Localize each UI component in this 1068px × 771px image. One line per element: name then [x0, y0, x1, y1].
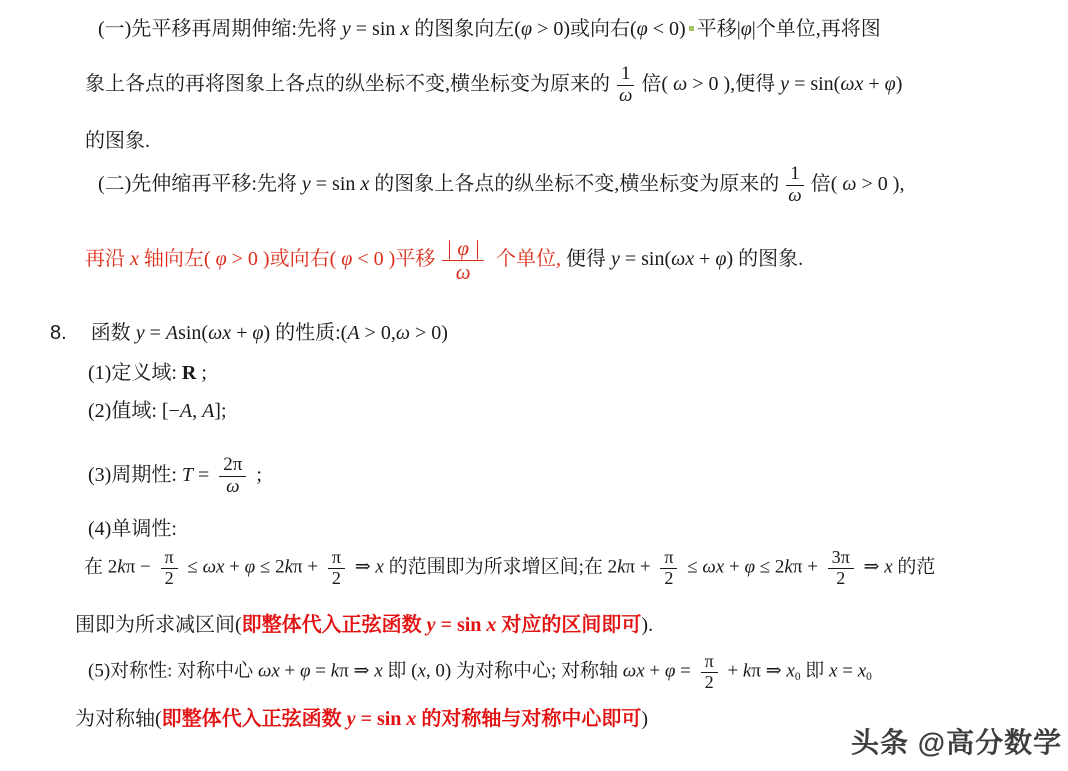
- text-run: =: [144, 322, 166, 344]
- text-run: +: [231, 322, 253, 344]
- text-run: A: [347, 322, 360, 344]
- text-run: 8.: [50, 322, 67, 344]
- property-range: [88, 398, 227, 424]
- text-run: ): [895, 72, 903, 95]
- text-run: φ: [215, 248, 227, 271]
- text-run: ωx: [671, 248, 695, 271]
- text-run: ω: [395, 322, 410, 344]
- text-run: 个单位,再将图: [755, 18, 881, 40]
- text-run: > 0 ): [856, 172, 900, 195]
- method1-line2: [85, 64, 902, 107]
- text-run: 为对称轴(: [75, 708, 162, 730]
- text-run: (二)先伸缩再平移:先将: [98, 172, 302, 195]
- text-run: x: [374, 660, 383, 682]
- text-run: x: [786, 660, 795, 682]
- text-run: y: [341, 18, 351, 40]
- text-run: ): [726, 248, 734, 271]
- text-run: y: [780, 72, 790, 95]
- text-run: T: [181, 463, 194, 486]
- text-run: 0: [866, 671, 872, 684]
- text-run: ω: [842, 172, 857, 195]
- text-run: φ: [520, 18, 533, 40]
- green-mark: [689, 26, 694, 31]
- text-run: = sin: [310, 172, 361, 195]
- text-run: 的图象.: [733, 248, 804, 271]
- text-run: (: [630, 18, 637, 40]
- text-run: x: [406, 708, 417, 730]
- text-run: 的性质:(: [270, 322, 348, 344]
- item8-heading: [50, 320, 448, 346]
- text-run: ,: [899, 172, 905, 195]
- text-run: = sin(: [619, 248, 672, 271]
- text-run: ≤ 2: [754, 556, 785, 578]
- fraction: $\frac{2\pi}{\omega}$: [219, 455, 246, 498]
- text-run: < 0): [647, 18, 686, 40]
- text-run: 2: [107, 556, 118, 578]
- text-run: (一)先平移再周期伸缩:先将: [98, 18, 342, 40]
- text-run: ,: [390, 322, 396, 344]
- text-run: 倍: [641, 72, 662, 95]
- text-run: π +: [293, 556, 323, 578]
- text-run: (: [514, 18, 521, 40]
- fraction: $\frac{\pi}{2}$: [161, 548, 178, 589]
- monotonicity-line2: [75, 612, 653, 638]
- text-run: < 0 ): [352, 248, 396, 271]
- text-run: y: [346, 708, 356, 730]
- text-run: +: [694, 248, 716, 271]
- text-run: > 0: [359, 322, 391, 344]
- text-run: y: [426, 614, 436, 636]
- text-run: =: [837, 660, 858, 682]
- text-run: = sin: [355, 708, 407, 730]
- text-run: (3)周期性:: [88, 463, 182, 486]
- property-monotonicity-label: [88, 516, 177, 542]
- text-run: π ⇒: [339, 660, 375, 682]
- text-run: , 0): [425, 660, 452, 682]
- text-run: = sin: [435, 614, 487, 636]
- text-run: φ: [636, 18, 648, 40]
- text-run: ): [441, 322, 448, 344]
- symmetry-line2: [75, 706, 648, 732]
- text-run: k: [784, 556, 793, 578]
- text-run: ,便得: [730, 72, 781, 95]
- text-run: 即: [800, 660, 830, 682]
- text-run: 2: [607, 556, 618, 578]
- text-run: y: [610, 248, 620, 271]
- text-run: > 0 ): [687, 72, 731, 95]
- text-run: (: [411, 660, 418, 682]
- text-run: φ: [884, 72, 896, 95]
- fraction: $\frac{1}{\omega}$: [615, 64, 636, 107]
- text-run: A: [179, 400, 193, 422]
- text-run: =: [310, 660, 331, 682]
- text-run: |: [736, 18, 741, 40]
- text-run: ωx: [202, 556, 225, 578]
- text-run: (: [661, 72, 674, 95]
- text-run: =: [675, 660, 696, 682]
- text-run: ]: [214, 400, 221, 422]
- text-run: (: [830, 172, 843, 195]
- text-run: 的范: [892, 556, 936, 578]
- text-run: +: [863, 72, 885, 95]
- text-run: ≤ 2: [255, 556, 285, 578]
- text-run: φ: [252, 322, 264, 344]
- text-run: φ: [740, 18, 752, 40]
- text-run: φ: [300, 660, 311, 682]
- text-run: ≤: [182, 556, 203, 578]
- text-run: k: [330, 660, 340, 682]
- text-run: = sin(: [789, 72, 841, 95]
- text-run: 的图象向左: [409, 18, 515, 40]
- method1-line3: [85, 128, 150, 154]
- text-run: x: [400, 18, 410, 40]
- text-run: ;: [220, 400, 227, 422]
- text-run: ≤: [682, 556, 703, 578]
- text-run: 的对称轴与对称中心即可: [416, 708, 642, 730]
- text-run: ωx: [702, 556, 725, 578]
- text-run: +: [644, 660, 665, 682]
- text-run: ;: [251, 463, 262, 486]
- fraction: $\frac{3\pi}{2}$: [828, 548, 854, 589]
- text-run: x: [417, 660, 426, 682]
- text-run: ωx: [840, 72, 864, 95]
- watermark-toutiao: 头条 @高分数学: [851, 727, 1063, 758]
- text-run: k: [617, 556, 626, 578]
- property-period: [88, 455, 262, 498]
- text-run: ωx: [208, 322, 232, 344]
- text-run: +: [724, 556, 745, 578]
- text-run: 即整体代入正弦函数: [241, 614, 427, 636]
- text-run: φ: [744, 556, 755, 578]
- text-run: (2)值域:: [88, 400, 162, 422]
- text-run: 再沿: [85, 248, 130, 271]
- text-run: [−: [161, 400, 180, 422]
- text-run: 的图象上各点的纵坐标不变,横坐标变为原来的: [369, 172, 780, 195]
- text-run: x: [884, 556, 893, 578]
- text-run: π +: [792, 556, 823, 578]
- text-run: 在: [84, 556, 108, 578]
- text-run: x: [360, 172, 370, 195]
- text-run: ): [641, 708, 649, 730]
- text-run: 平移: [696, 18, 737, 40]
- text-run: 便得: [560, 248, 611, 271]
- text-run: y: [135, 322, 145, 344]
- text-run: = sin: [350, 18, 401, 40]
- text-run: 象上各点的再将图象上各点的纵坐标不变,横坐标变为原来的: [85, 72, 610, 95]
- text-run: 围即为所求减区间(: [75, 614, 242, 636]
- text-run: 对应的区间即可: [496, 614, 642, 636]
- fraction: $\frac{\pi}{2}$: [328, 548, 345, 589]
- text-run: 的图象.: [85, 130, 150, 152]
- text-run: k: [117, 556, 126, 578]
- text-run: ,: [192, 400, 203, 422]
- fraction: $\frac{\pi}{2}$: [660, 548, 677, 589]
- text-run: k: [742, 660, 752, 682]
- text-run: π +: [625, 556, 656, 578]
- text-run: +: [279, 660, 301, 682]
- text-run: y: [301, 172, 311, 195]
- text-run: φ: [341, 248, 353, 271]
- monotonicity-line1: [84, 548, 935, 589]
- text-run: 函数: [90, 322, 136, 344]
- text-run: 即整体代入正弦函数: [161, 708, 347, 730]
- text-run: > 0 ): [226, 248, 270, 271]
- text-run: 的范围即为所求增区间;在: [383, 556, 608, 578]
- property-domain: [88, 360, 207, 386]
- text-run: 个单位,: [490, 248, 561, 271]
- text-run: 即: [382, 660, 412, 682]
- text-run: ): [263, 322, 271, 344]
- text-run: =: [193, 463, 215, 486]
- text-run: ⇒: [349, 556, 376, 578]
- text-run: ωx: [257, 660, 280, 682]
- method2-line2-red: [85, 237, 803, 284]
- text-run: (1)定义域:: [88, 362, 182, 384]
- text-run: x: [375, 556, 384, 578]
- text-run: 或向右: [269, 248, 330, 271]
- text-run: x: [130, 248, 139, 271]
- method2-line1: [98, 164, 904, 207]
- text-run: φ: [664, 660, 676, 682]
- text-run: ;: [196, 362, 207, 384]
- text-run: 轴向左: [138, 248, 204, 271]
- text-run: A: [202, 400, 215, 422]
- text-run: (5)对称性: 对称中心: [88, 660, 258, 682]
- text-run: 或向右: [570, 18, 630, 40]
- fraction: $\frac{| \varphi |}{\omega}$: [442, 237, 484, 284]
- text-run: |: [751, 18, 756, 40]
- text-run: x: [486, 614, 497, 636]
- property-symmetry: [88, 652, 872, 693]
- text-run: ωx: [622, 660, 645, 682]
- text-run: 平移: [395, 248, 436, 271]
- text-run: 0: [794, 671, 801, 684]
- text-run: sin(: [178, 322, 209, 344]
- text-run: A: [165, 322, 179, 344]
- text-run: φ: [244, 556, 256, 578]
- text-run: 为对称中心; 对称轴: [451, 660, 623, 682]
- text-run: ).: [641, 614, 654, 636]
- text-run: π ⇒: [751, 660, 787, 682]
- text-run: +: [224, 556, 245, 578]
- text-run: x: [829, 660, 838, 682]
- text-run: (: [329, 248, 342, 271]
- text-run: (4)单调性:: [88, 518, 177, 540]
- text-run: > 0: [409, 322, 442, 344]
- text-run: R: [181, 362, 197, 384]
- text-run: ω: [673, 72, 688, 95]
- text-run: +: [722, 660, 743, 682]
- fraction: $\frac{\pi}{2}$: [701, 652, 718, 693]
- text-run: π −: [125, 556, 156, 578]
- fraction: $\frac{1}{\omega}$: [784, 164, 805, 207]
- text-run: ⇒: [858, 556, 885, 578]
- text-run: > 0): [532, 18, 570, 40]
- text-run: 倍: [810, 172, 831, 195]
- text-run: φ: [715, 248, 727, 271]
- method1-line1: [98, 16, 881, 42]
- text-run: x: [857, 660, 867, 682]
- text-run: (: [203, 248, 216, 271]
- text-run: k: [284, 556, 294, 578]
